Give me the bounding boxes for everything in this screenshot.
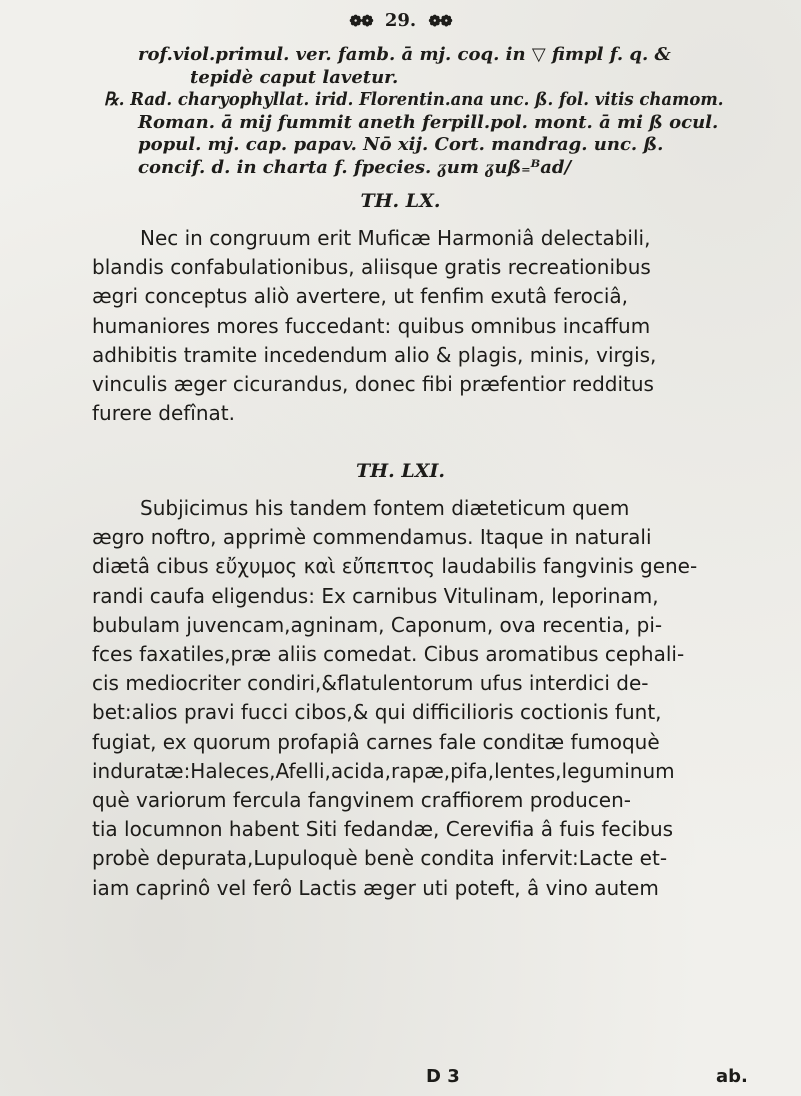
signature-mark: D 3 [426, 1066, 460, 1087]
section-lxi-text [92, 494, 782, 903]
text-line: furere defînat. [92, 401, 235, 426]
page-header [0, 10, 801, 31]
text-line: vinculis æger cicurandus, donec fibi præfentior redditus [92, 372, 654, 397]
text-line: blandis confabulationibus, aliisque gratis recreationibus [92, 255, 651, 280]
text-line: ægri conceptus aliò avertere, ut fenfim exutâ ferociâ, [92, 284, 628, 309]
text-line: probè depurata,Lupuloquè benè condita infervit:Lacte et- [92, 846, 668, 871]
text-line: iam caprinô vel ferô Lactis æger uti poteft, â vino autem [92, 875, 659, 900]
text-line: cis mediocriter condiri,&flatulentorum ufus interdici de- [92, 671, 649, 696]
text-line: fces faxatiles,præ aliis comedat. Cibus aromatibus cephali- [92, 642, 685, 667]
text-line: adhibitis tramite incedendum alio & plagis, minis, virgis, [92, 342, 657, 367]
section-heading-lx: TH. LX. [360, 190, 441, 212]
section-lx-text [92, 224, 782, 428]
text-line: humaniores mores fuccedant: quibus omnibus incaffum [92, 313, 651, 338]
catchword: ab. [716, 1066, 748, 1087]
text-line: ægro noftro, apprimè commendamus. Itaque in naturali [92, 525, 652, 550]
prescription-line: concif. d. in charta f. fpecies. ᵹum ᵹuß₌ᴮad/ [138, 156, 572, 178]
text-line: tia locumnon habent Siti fedandæ, Cerevifia â fuis fecibus [92, 817, 674, 842]
prescription-block [104, 44, 758, 179]
text-line: randi caufa eligendus: Ex carnibus Vitulinam, leporinam, [92, 583, 659, 608]
text-line: diætâ cibus εὔχυμος καὶ εὔπεπτος laudabilis fangvinis gene- [92, 554, 698, 579]
text-line: bet:alios pravi fucci cibos,& qui difficilioris coctionis funt, [92, 700, 662, 725]
text-line: induratæ:Haleces,Afelli,acida,rapæ,pifa,lentes,leguminum [92, 758, 675, 783]
prescription-line: popul. mj. cap. papav. Nō xij. Cort. mandrag. unc. ß. [138, 134, 664, 155]
section-heading-lxi: TH. LXI. [356, 460, 445, 482]
text-line: fugiat, ex quorum profapiâ carnes fale conditæ fumoquè [92, 729, 660, 754]
prescription-line: tepidè caput lavetur. [190, 66, 399, 88]
prescription-line: rof.viol.primul. ver. famb. ā mj. coq. in ▽ fimpl f. q. & [138, 44, 671, 65]
text-line: què variorum fercula fangvinem craffiorem producen- [92, 788, 631, 813]
text-line: bubulam juvencam,agninam, Caponum, ova recentia, pi- [92, 612, 663, 637]
prescription-line: ℞. Rad. charyophyllat. irid. Florentin.ana unc. ß. fol. vitis chamom. [104, 89, 724, 110]
prescription-line: Roman. ā mij fummit aneth ferpill.pol. mont. ā mi ß ocul. [138, 111, 719, 133]
left-ornament-icon: ❁❁ [349, 12, 373, 30]
page-number: 29. [384, 10, 417, 31]
text-line: Subjicimus his tandem fontem diæteticum quem [140, 496, 630, 520]
text-line: Nec in congruum erit Muficæ Harmoniâ delectabili, [140, 226, 651, 250]
right-ornament-icon: ❁❁ [428, 12, 452, 30]
